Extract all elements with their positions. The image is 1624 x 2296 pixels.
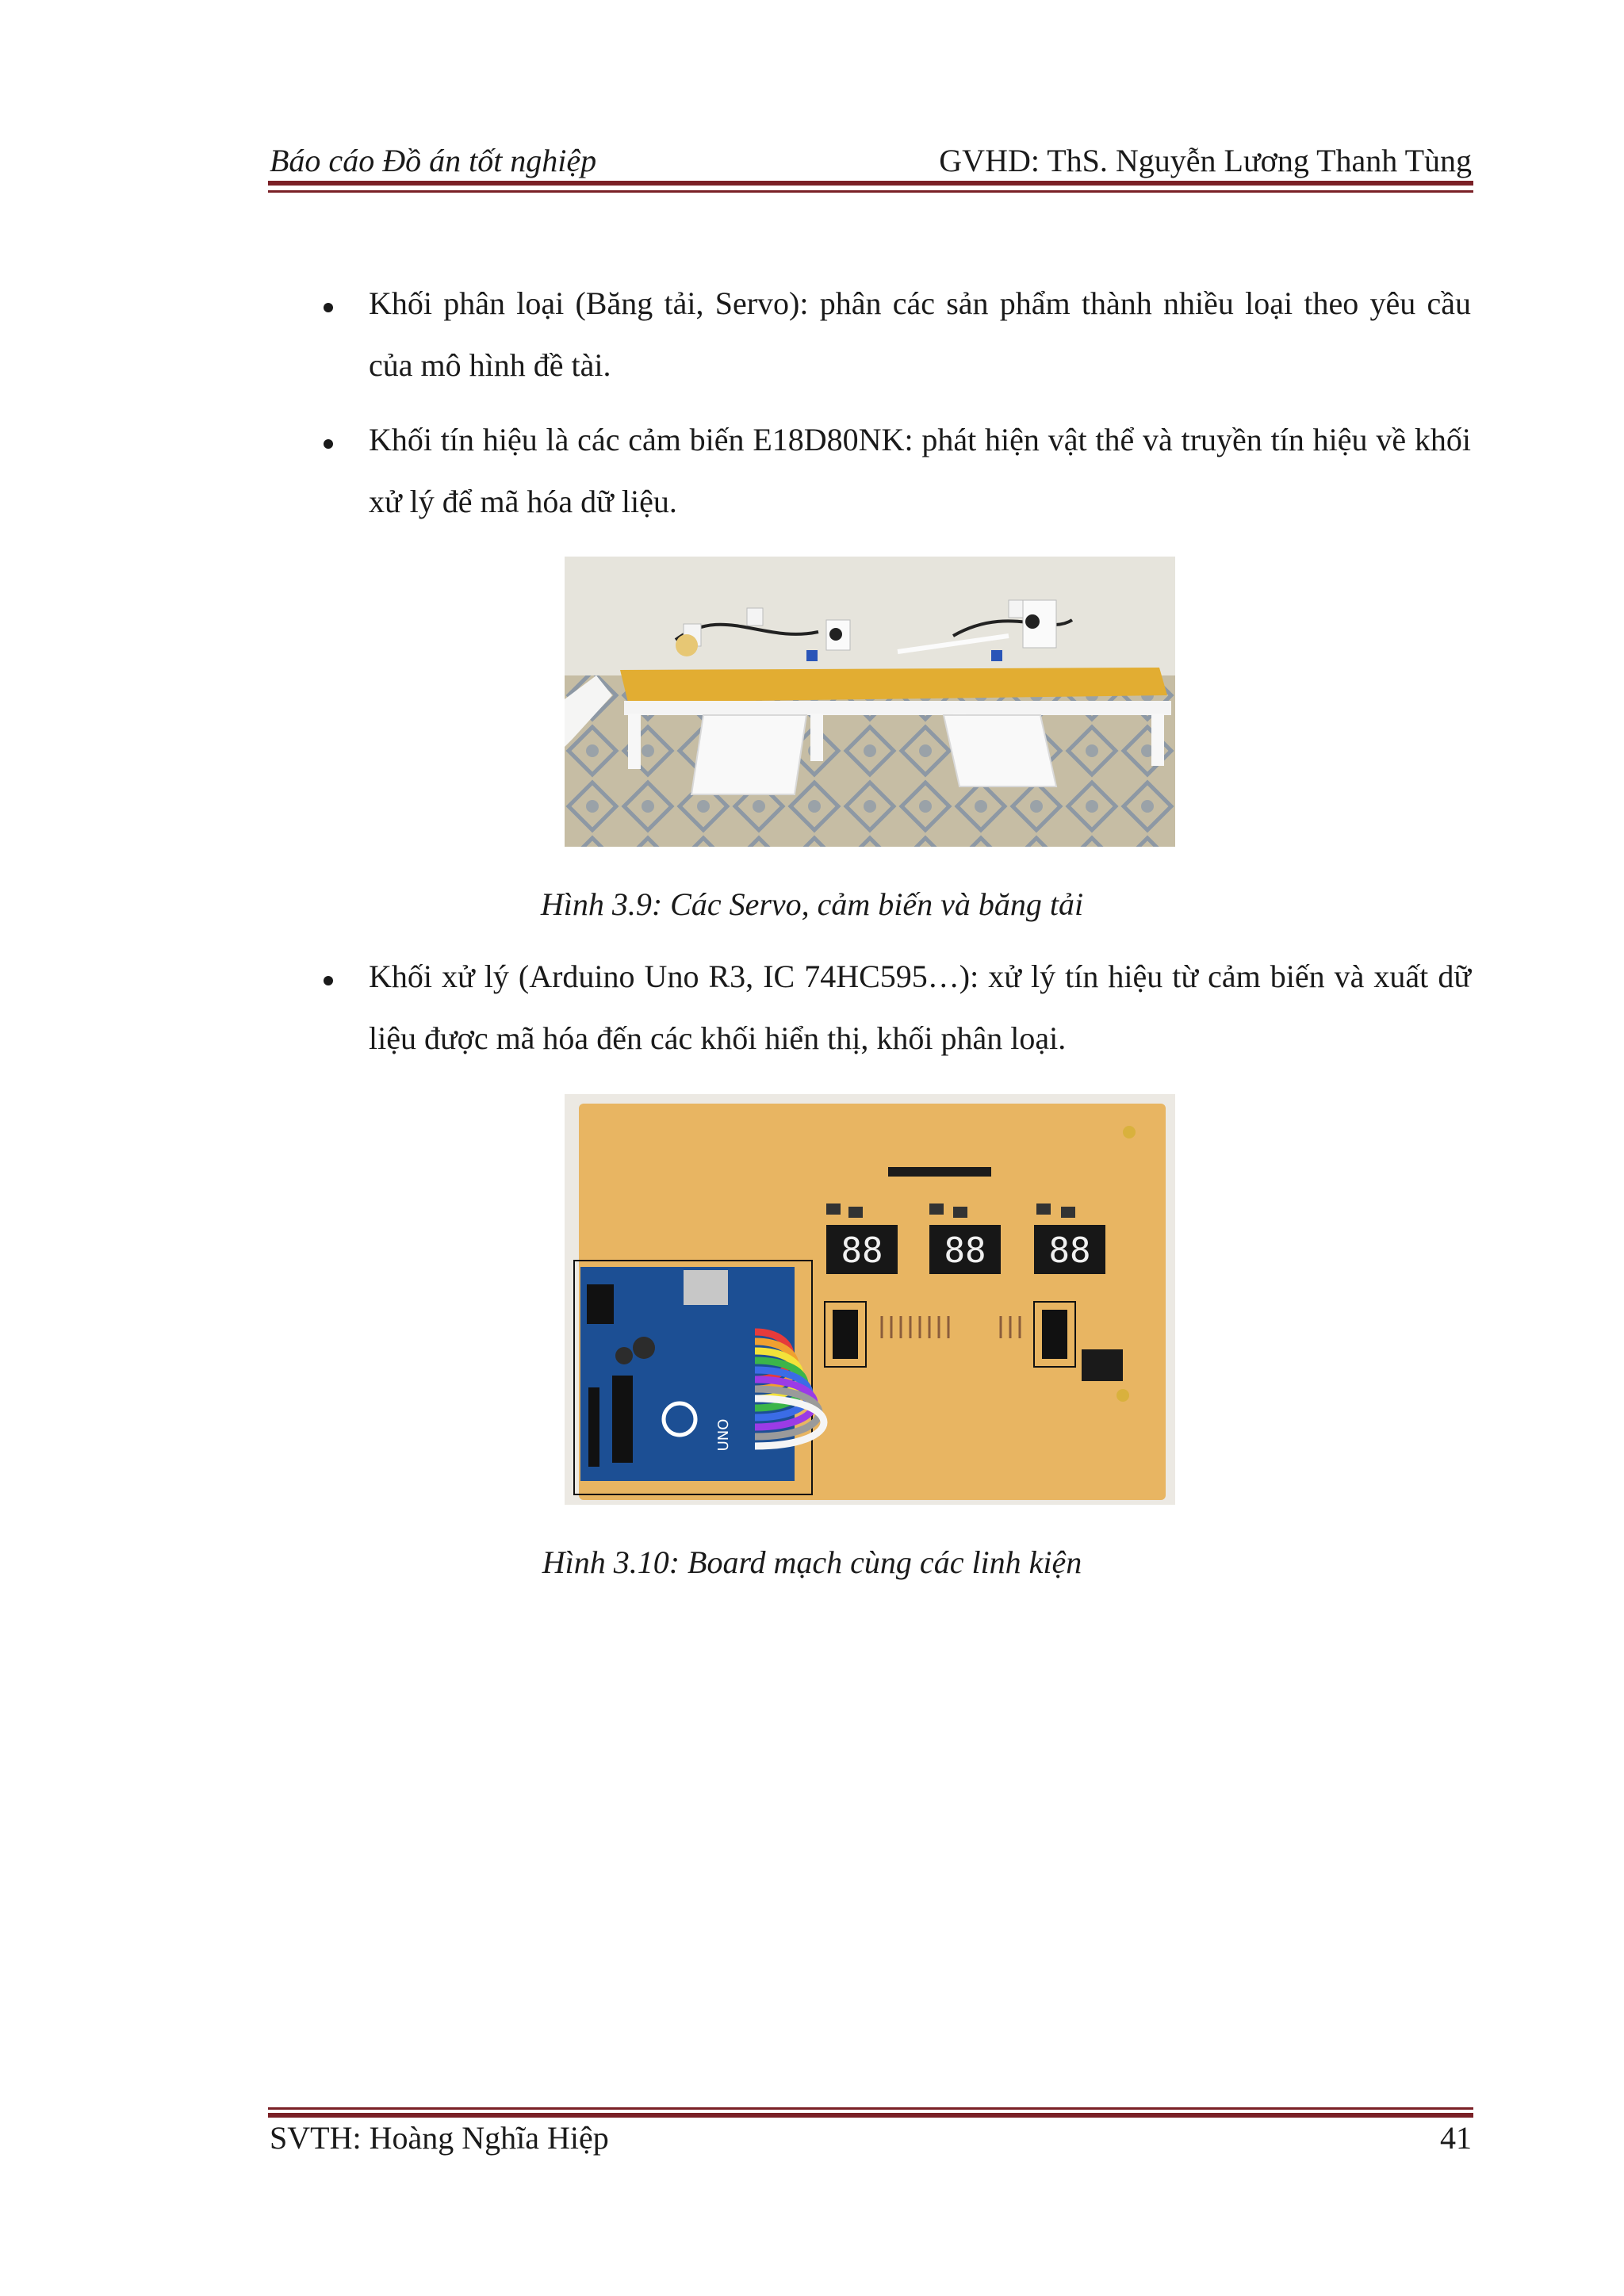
figure-caption-3-10: Hình 3.10: Board mạch cùng các linh kiện [542, 1544, 1082, 1580]
bullet-dot [324, 976, 350, 985]
display-digits-2: 88 [944, 1230, 986, 1271]
display-digits-1: 88 [841, 1230, 883, 1271]
display-digits-3: 88 [1048, 1230, 1091, 1271]
footer-rule-thin [268, 2107, 1473, 2110]
bullet-dot [324, 303, 350, 312]
bullet-dot [324, 439, 350, 449]
bullet-paragraph-processing: Khối xử lý (Arduino Uno R3, IC 74HC595…): xử lý tín hiệu từ cảm biến và xuất dữ liệu được mã hóa đến các khối hiển thị, khối phân loại. [369, 959, 1471, 1056]
header-rule-thin [268, 190, 1473, 193]
header-rule-thick [268, 181, 1473, 186]
bullet-paragraph-sorting: Khối phân loại (Băng tải, Servo): phân các sản phẩm thành nhiều loại theo yêu cầu của mô hình đề tài. [369, 285, 1471, 383]
circuit-board-photo [565, 1094, 1175, 1505]
conveyor-photo [565, 557, 1175, 847]
figure-caption-3-9: Hình 3.9: Các Servo, cảm biến và băng tải [540, 886, 1084, 922]
page-number: 41 [1440, 2120, 1472, 2156]
bullet-paragraph-signal: Khối tín hiệu là các cảm biến E18D80NK: phát hiện vật thể và truyền tín hiệu về khối xử lý để mã hóa dữ liệu. [369, 422, 1471, 519]
footer-student: SVTH: Hoàng Nghĩa Hiệp [270, 2120, 609, 2156]
header-title: Báo cáo Đồ án tốt nghiệp [270, 143, 597, 178]
footer-rule-thick [268, 2113, 1473, 2118]
header-supervisor: GVHD: ThS. Nguyễn Lương Thanh Tùng [939, 143, 1472, 178]
arduino-uno-label: UNO [715, 1418, 732, 1452]
